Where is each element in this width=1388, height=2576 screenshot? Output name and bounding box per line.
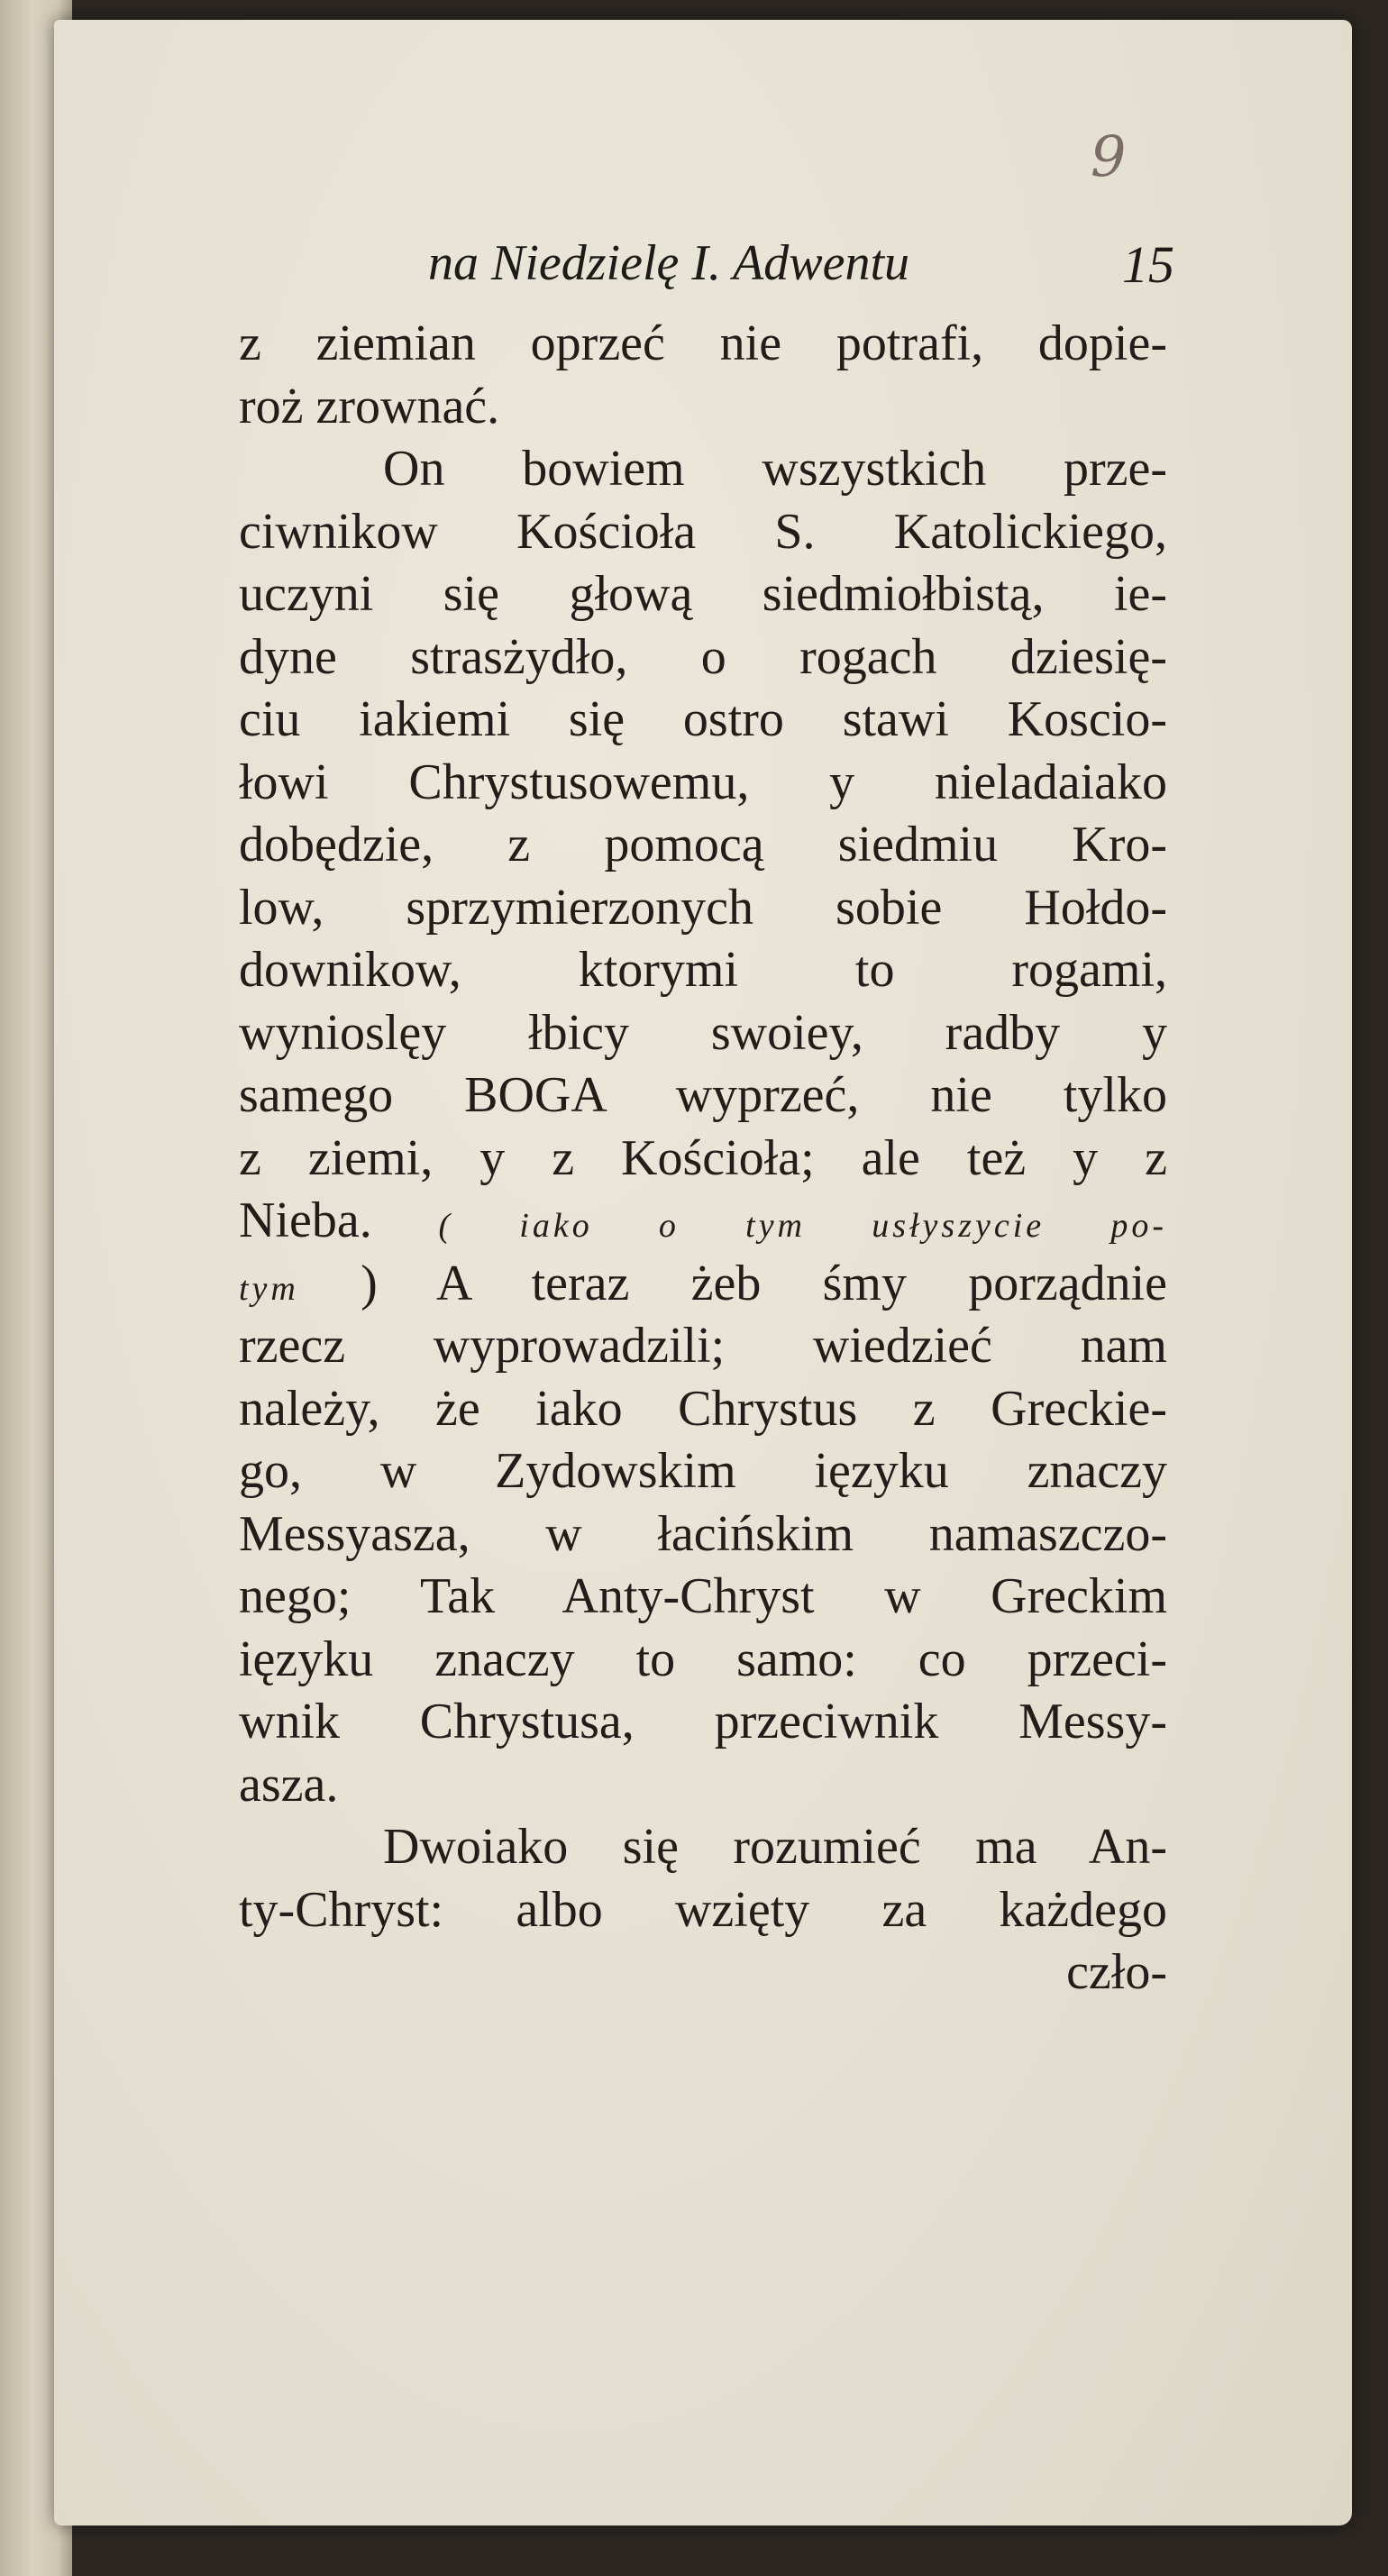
catchword: czło- xyxy=(1066,1944,1167,2000)
text-line: dobędzie, z pomocą siedmiu Kro- xyxy=(239,817,1167,872)
text-line: rzecz wyprowadzili; wiedzieć nam xyxy=(239,1318,1167,1374)
text-line: roż zrownać. xyxy=(239,378,500,434)
text-line: low, sprzymierzonych sobie Hołdo- xyxy=(239,879,1167,936)
text-line: nego; Tak Anty-Chryst w Greckim xyxy=(239,1568,1167,1624)
handwritten-folio-number: 9 xyxy=(1091,123,1127,189)
text-line: ciu iakiemi się ostro stawi Koscio- xyxy=(239,691,1167,747)
text-line: asza. xyxy=(239,1756,339,1813)
text-line: samego BOGA wyprzeć, nie tylko xyxy=(239,1067,1167,1123)
text-line: dyne strasżydło, o rogach dziesię- xyxy=(239,628,1167,685)
text-line-mixed xyxy=(239,1253,1167,1316)
book-page xyxy=(54,20,1352,2526)
running-head xyxy=(428,234,1239,306)
text-line: On bowiem wszystkich prze- xyxy=(383,441,1167,497)
text-line: Messyasza, w łacińskim namaszczo- xyxy=(239,1505,1167,1562)
body-text xyxy=(239,313,1167,2005)
text-line: wnik Chrystusa, przeciwnik Messy- xyxy=(239,1694,1167,1749)
text-line: z ziemian oprzeć nie potrafi, dopie- xyxy=(239,315,1167,371)
text-line: ty-Chryst: albo wzięty za każdego xyxy=(239,1881,1167,1938)
text-line: ciwnikow Kościoła S. Katolickiego, xyxy=(239,503,1167,560)
text-line: należy, że iako Chrystus z Greckie- xyxy=(239,1380,1167,1437)
text-line: go, w Zydowskim ięzyku znaczy xyxy=(239,1443,1167,1499)
italic-aside: ( iako o tym usłyszycie po- xyxy=(438,1207,1168,1245)
text-segment: Nieba. xyxy=(239,1192,372,1248)
text-line: Dwoiako się rozumieć ma An- xyxy=(383,1819,1167,1875)
text-segment: ) A teraz żeb śmy porządnie xyxy=(361,1255,1167,1311)
text-line-mixed xyxy=(239,1190,1167,1253)
italic-aside: tym xyxy=(239,1269,299,1308)
running-head-title: na Niedzielę I. Adwentu xyxy=(428,235,909,291)
text-line: uczyni się głową siedmiołbistą, ie- xyxy=(239,566,1167,622)
page-number: 15 xyxy=(1122,235,1174,294)
text-line: z ziemi, y z Kościoła; ale też y z xyxy=(239,1129,1167,1186)
text-line: ięzyku znaczy to samo: co przeci- xyxy=(239,1631,1167,1687)
text-line: łowi Chrystusowemu, y nieladaiako xyxy=(239,754,1167,810)
text-line: downikow, ktorymi to rogami, xyxy=(239,942,1167,998)
text-line: wynioslęy łbicy swoiey, radby y xyxy=(239,1004,1167,1061)
